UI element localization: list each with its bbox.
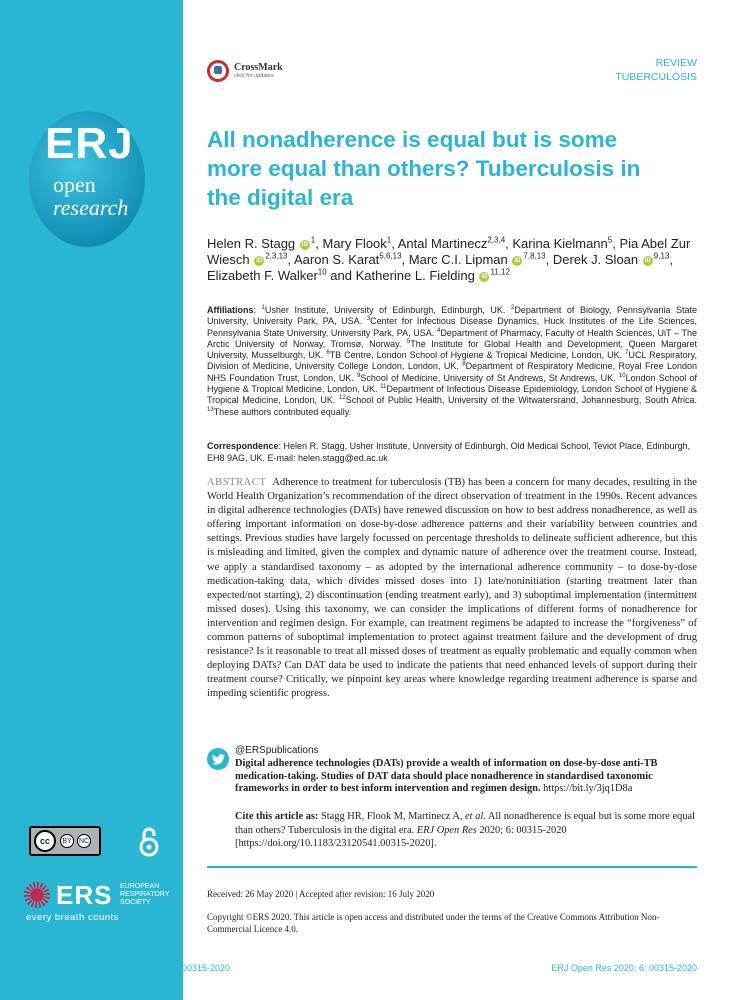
cc-icon: cc [34,830,56,852]
affiliation-number: 5 [406,338,411,345]
abstract-text: Adherence to treatment for tuberculosis (TB) has been a concern for many decades, resulting in the World Health Organization’s recommendation of the direct observation of treatment in the 1990s. Recent advances in digital adherence technologies (DATs) have renewed discussion on how to best address nonadherence, as well as offering important information on dose-by-dose adherence patterns and their variability between countries and settings. Previous studies have largely focussed on percentage thresholds to delineate sufficient adherence, but this is misleading and limited, given the complex and dynamic nature of adherence over the treatment course. Instead, we apply a standardised taxonomy – as adopted by the international adherence community – to dose-by-dose medication-taking data, which divides missed doses into 1) late/noninitiation (starting treatment later than expected/not starting), 2) discontinuation (ending treatment early), and 3) suboptimal implementation (intermittent missed doses). Using this taxonomy, we can consider the implications of different forms of nonadherence for intervention and regimen design. For example, can treatment regimens be adapted to increase the “forgiveness” of common patterns of suboptimal implementation to protect against treatment failure and the development of drug resistance? Is it reasonable to treat all missed doses of treatment as equally problematic and equally common when deploying DATs? Can DAT data be used to indicate the patients that need enhanced levels of support during their treatment course? Critically, we pinpoint key areas where knowledge regarding treatment adherence is sparse and impeding scientific progress. [207,477,697,700]
received-dates: Received: 26 May 2020 | Accepted after revision: 16 July 2020 [207,889,435,899]
affiliation-text: The Institute for Global Health and Development, Queen Margaret University, Musselburgh, UK. [207,338,697,361]
affiliation-text: Department of Pharmacy, Faculty of Health Sciences, UiT – The Arctic University of Norway, Tromsø, Norway. [207,327,697,349]
orcid-icon[interactable]: iD [301,241,308,248]
affiliation-number: 9 [357,372,361,379]
author-list: Helen R. Stagg iD $^1$, Mary Flook$^1$, Antal Martinecz$^{2,3,4}$, Karina Kielmann$^5$, Pia Abel Zur Wiesch iD $^{2,3,13}$, Aaron S. Karat$^{5,6,13}$, Marc C.I. Lipman iD $^{7,8,13}$, Derek J. Sloan iD $^{9,13}$, Elizabeth F. Walker$^{10}$ and Katherine L. Fielding iD $^{11,12}$ [207,235,691,283]
cc-by-nc-badge[interactable] [29,826,101,856]
author-name: Karina Kielmann [512,236,608,251]
author-affiliation-number: 9,13 [653,251,670,261]
section-type: REVIEW [655,57,697,69]
affiliation-number: 7 [625,350,629,357]
ers-name: ERS [56,880,113,910]
author-affiliation-number: 1 [310,235,316,245]
affiliation-number: 12 [339,395,346,402]
logo-research: research [53,195,129,220]
ers-tagline: every breath counts [26,912,119,923]
affiliation-text: School of Medicine, University of St Andrews, St Andrews, UK. [360,372,619,383]
author-affiliation-number: 5,6,13 [379,251,402,261]
affiliation-text: School of Public Health, University of the Witwatersrand, Johannesburg, South Africa. [345,395,697,406]
cite-label: Cite this article as: [235,811,319,822]
footer-doi-link[interactable]: https://doi.org/10.1183/23120541.00315-2020 [48,963,230,973]
affiliation-number: 6 [326,350,330,357]
twitter-icon[interactable] [207,748,229,770]
affiliation-number: 4 [436,327,441,334]
affiliation-text: Usher Institute, University of Edinburgh, Edinburgh, UK. [264,305,511,315]
by-icon: BY [60,834,74,848]
author-affiliation-number: 5 [607,235,613,245]
orcid-icon[interactable]: iD [256,257,263,264]
author-name: Elizabeth F. Walker [207,268,318,283]
correspondence: Correspondence: Helen R. Stagg, Usher Institute, University of Edinburgh, Old Medical School, Teviot Place, Edinburgh, EH8 9AG, UK. E-mail: helen.stagg@ed.ac.uk [207,441,691,463]
affiliation-text: Department of Infectious Disease Epidemiology, London School of Hygiene & Tropical Medicine, London, UK. [207,384,698,406]
author-name: Katherine L. Fielding [355,268,475,283]
footer-citation: ERJ Open Res 2020; 6: 00315-2020 [551,963,697,973]
affiliation-text: Department of Biology, Pennsylvania State University, University Park, PA, USA. [207,305,697,327]
author-affiliation-number: 2,3,13 [265,251,288,261]
correspondence-label: Correspondence [207,441,279,451]
affiliation-number: 8 [462,361,466,368]
author-name: Mary Flook [322,236,387,251]
citation-block [235,810,697,851]
author-name: Pia Abel Zur Wiesch [207,236,691,267]
crossmark-button[interactable] [207,58,297,84]
tweet-link[interactable]: https://bit.ly/3jq1D8a [543,783,633,795]
affiliation-text: London School of Hygiene & Tropical Medicine, London, UK. [207,372,697,395]
cite-etal: et al. [465,811,486,822]
author-affiliation-number: 1 [386,235,392,245]
author-affiliation-number: 11,12 [490,267,510,277]
affiliation-number: 2 [510,305,515,311]
cite-details[interactable]: 2020; 6: 00315-2020 [https://doi.org/10.1183/23120541.00315-2020]. [235,824,567,849]
abstract-label: ABSTRACT [207,477,267,488]
crossmark-icon [207,60,229,82]
author-affiliation-number: 10 [317,267,327,277]
crossmark-sub: click for updates [234,72,274,79]
affiliation-number: 1 [261,305,265,311]
copyright: Copyright ©ERS 2020. This article is open access and distributed under the terms of the Creative Commons Attribution Non-Commercial Licence 4.0. [207,912,660,934]
crossmark-label: CrossMark [234,61,283,73]
tweet-block [235,745,697,796]
author-name: Helen R. Stagg [207,236,296,251]
ers-logo [24,880,174,924]
article-section [615,56,697,84]
section-topic: TUBERCULOSIS [615,71,697,83]
affiliation-number: 3 [366,316,371,323]
article-title: All nonadherence is equal but is some more equal than others? Tuberculosis in the digital era [207,127,641,210]
author-name: Aaron S. Karat [294,252,380,267]
cite-title: All nonadherence is equal but is some more equal than others? Tuberculosis in the digital era. [235,811,696,836]
logo-erj: ERJ [45,119,134,168]
divider [207,866,697,868]
tweet-handle[interactable]: @ERSpublications [235,745,319,756]
cite-journal: ERJ Open Res [416,824,477,836]
affiliation-text: These authors contributed equally. [213,406,352,417]
author-affiliation-number: 2,3,4 [487,235,506,245]
journal-sidebar [0,0,183,1000]
orcid-icon[interactable]: iD [514,257,521,264]
ers-full-name: EUROPEAN RESPIRATORY SOCIETY [120,883,170,906]
open-access-icon [138,826,160,858]
tweet-text: Digital adherence technologies (DATs) provide a wealth of information on dose-by-dose anti-TB medication-taking. Studies of DAT data should place nonadherence in standardised taxonomic frameworks in order to best inform intervention and regimen design. [235,757,658,795]
logo-open: open [53,172,96,197]
affiliation-number: 13 [207,406,214,413]
affiliation-number: 11 [380,384,387,391]
cite-authors: Stagg HR, Flook M, Martinecz A, [321,811,463,822]
abstract [207,476,697,702]
affiliations: Affiliations: $^1$Usher Institute, University of Edinburgh, Edinburgh, UK. $^2$Department of Biology, Pennsylvania State University, University Park, PA, USA. $^3$Center for Infectious Disease Dynamics, Huck Institutes of the Life Sciences, Pennsylvania State University, University Park, PA, USA. $^4$Department of Pharmacy, Faculty of Health Sciences, UiT – The Arctic University of Norway, Tromsø, Norway. $^5$The Institute for Global Health and Development, Queen Margaret University, Musselburgh, UK. $^6$TB Centre, London School of Hygiene & Tropical Medicine, London, UK. $^7$UCL Respiratory, Division of Medicine, University College London, London, UK. $^8$Department of Respiratory Medicine, Royal Free London NHS Foundation Trust, London, UK. $^9$School of Medicine, University of St Andrews, St Andrews, UK. $^{10}$London School of Hygiene & Tropical Medicine, London, UK. $^{11}$Department of Infectious Disease Epidemiology, London School of Hygiene & Tropical Medicine, London, UK. $^{12}$School of Public Health, University of the Witwatersrand, Johannesburg, South Africa. $^{13}$These authors contributed equally. [207,305,698,417]
orcid-icon[interactable]: iD [481,273,488,280]
affiliation-text: TB Centre, London School of Hygiene & Tropical Medicine, London, UK. [329,350,626,361]
author-name: Antal Martinecz [397,236,488,251]
correspondence-text: Helen R. Stagg, Usher Institute, University of Edinburgh, Old Medical School, Teviot Place, Edinburgh, EH8 9AG, UK. E-mail: helen.stagg@ed.ac.uk [207,441,691,463]
author-name: Derek J. Sloan [552,252,639,267]
affiliation-text: UCL Respiratory, Division of Medicine, University College London, London, UK. [207,350,698,372]
ers-emblem-icon [24,882,50,908]
orcid-icon[interactable]: iD [644,257,651,264]
nc-icon: NC [77,834,91,848]
affiliation-text: Department of Respiratory Medicine, Royal Free London NHS Foundation Trust, London, UK. [207,361,697,383]
affiliation-text: Center for Infectious Disease Dynamics, Huck Institutes of the Life Sciences, Pennsylvania State University, University Park, PA, USA. [207,316,697,338]
erj-open-research-logo [29,111,145,247]
affiliation-number: 10 [618,372,626,379]
affiliations-label: Affiliations [207,305,254,315]
author-name: Marc C.I. Lipman [408,252,508,267]
author-affiliation-number: 7,8,13 [523,251,546,261]
